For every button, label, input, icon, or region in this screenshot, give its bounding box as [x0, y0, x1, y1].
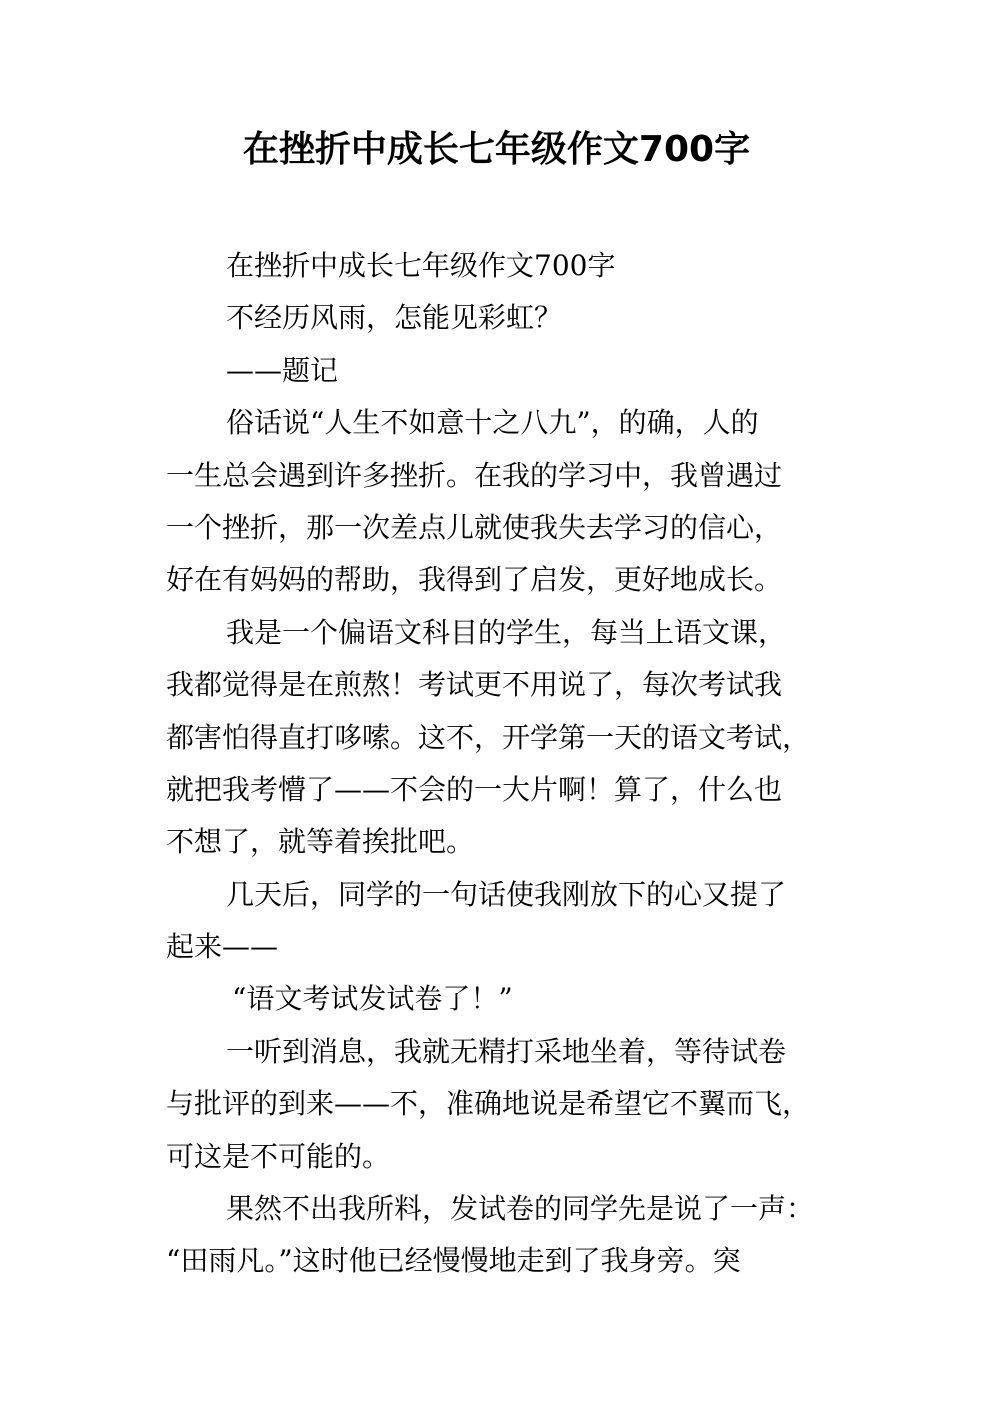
- text-line: 起来——: [166, 930, 279, 964]
- text-line: 一个挫折，那一次差点儿就使我失去学习的信心，: [166, 510, 783, 544]
- text-line: ——题记: [226, 353, 339, 387]
- text-line: 我都觉得是在煎熬！考试更不用说了，每次考试我: [166, 668, 783, 702]
- text-line: 与批评的到来——不，准确地说是希望它不翼而飞，: [166, 1087, 811, 1121]
- document-body: [166, 240, 846, 1288]
- text-line: 我是一个偏语文科目的学生，每当上语文课，: [226, 615, 787, 649]
- text-line: 在挫折中成长七年级作文700字: [226, 249, 616, 282]
- text-line: 不想了，就等着挨批吧。: [166, 825, 475, 859]
- text-line: 果然不出我所料，发试卷的同学先是说了一声：: [226, 1192, 815, 1226]
- text-line: 都害怕得直打哆嗦。这不，开学第一天的语文考试，: [166, 720, 811, 754]
- document-title: 在挫折中成长七年级作文700字: [242, 129, 751, 170]
- text-line: 可这是不可能的。: [166, 1139, 391, 1173]
- text-line: 不经历风雨，怎能见彩虹？: [226, 301, 563, 335]
- text-line: 就把我考懵了——不会的一大片啊！算了，什么也: [166, 772, 783, 806]
- text-line: 好在有妈妈的帮助，我得到了启发，更好地成长。: [166, 563, 783, 597]
- text-line: 一生总会遇到许多挫折。在我的学习中，我曾遇过: [166, 458, 783, 492]
- text-line: 一听到消息，我就无精打采地坐着，等待试卷: [226, 1034, 787, 1068]
- text-line: 俗话说“人生不如意十之八九”，的确，人的: [226, 406, 759, 440]
- text-line: “田雨凡。”这时他已经慢慢地走到了我身旁。突: [166, 1244, 741, 1278]
- text-line: 几天后，同学的一句话使我刚放下的心又提了: [226, 877, 787, 911]
- text-line: “语文考试发试卷了！”: [232, 982, 513, 1016]
